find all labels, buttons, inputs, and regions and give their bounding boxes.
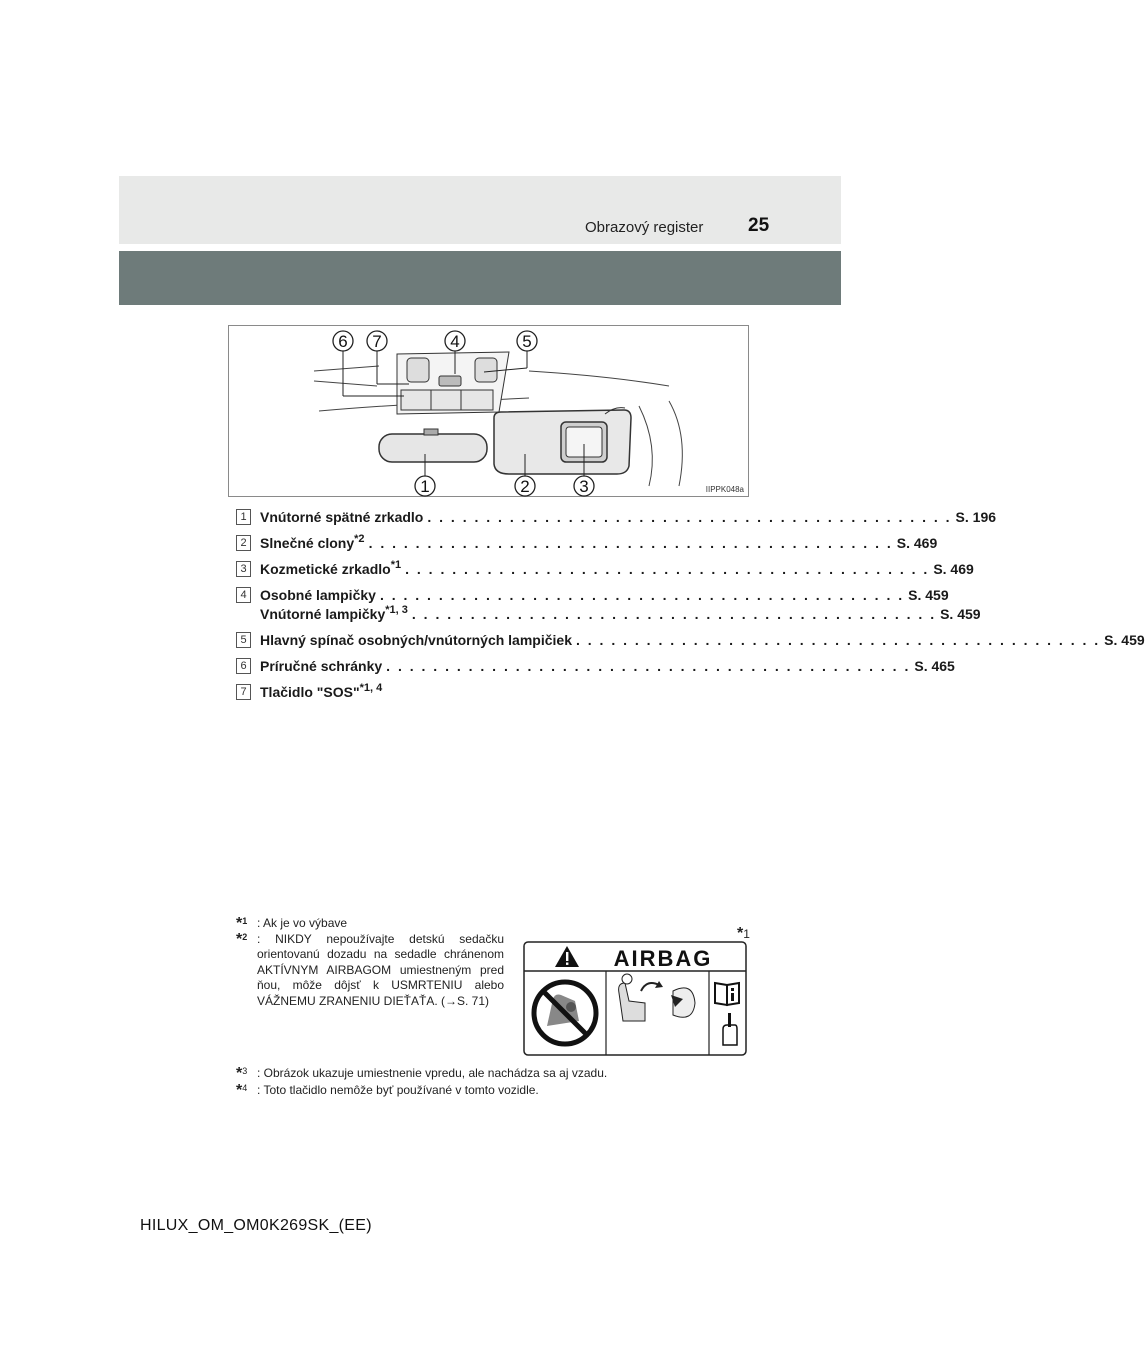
footnote-4: *$^4$ : Toto tlačidlo nemôže byť používané v tomto vozidle. [236,1082,539,1099]
leader-dots: . . . . . . . . . . . . . . . . . . . . . . . . . . . . . . . . . . . . . . . . . . . . . [368,535,893,551]
item-label: Vnútorné spätné zrkadlo [260,509,424,525]
item-number: 6 [236,658,251,674]
list-item [236,533,938,559]
footnote-ref: *1 [390,559,402,571]
image-code: IIPPK048a [705,485,744,494]
item-number: 4 [236,587,251,603]
item-label-secondary: Vnútorné lampičky$^{*1, 3}$ [260,604,408,622]
item-label: Tlačidlo "SOS"$^{*1, 4}$ [260,682,383,700]
footnote-2: *$^2$ : NIKDY nepoužívajte detskú sedačku orientovanú dozadu na sedadle chránenom AKTÍVNYM AIRBAGOM umiestneným pred ňou, môže dôjsť k USMRTENIU alebo VÁŽNEMU ZRANENIU DIEŤAŤA. (→S. 71) [236,930,504,1008]
item-number: 7 [236,684,251,700]
leader-dots: . . . . . . . . . . . . . . . . . . . . . . . . . . . . . . . . . . . . . . . . . . . . . [411,606,937,622]
list-item [236,585,981,630]
callout-1: 1 [420,477,430,496]
callout-4: 4 [450,332,460,351]
page-reference[interactable]: S. 465 [914,658,955,674]
list-item [236,630,1145,656]
document-code: HILUX_OM_OM0K269SK_(EE) [140,1217,372,1234]
airbag-warning-label [523,941,747,1056]
footnote-ref: *2 [354,533,365,545]
item-label: Kozmetické zrkadlo$^{*1}$ [260,559,402,577]
section-bar [119,251,841,305]
list-item [236,682,722,708]
callout-2: 2 [520,477,530,496]
callout-5: 5 [522,332,532,351]
airbag-footnote-ref: *1 [737,925,750,942]
interior-illustration [228,325,749,497]
overhead-console-drawing [229,326,748,496]
page-reference[interactable]: S. 459 [908,587,949,603]
leader-dots: . . . . . . . . . . . . . . . . . . . . . . . . . . . . . . . . . . . . . . . . . . . . . [575,632,1101,648]
item-label: Osobné lampičky [260,587,376,603]
airbag-warning-graphic [523,941,747,1056]
item-number: 1 [236,509,251,525]
leader-dots: . . . . . . . . . . . . . . . . . . . . . . . . . . . . . . . . . . . . . . . . . . . . . [379,587,905,603]
footnotes-block [236,916,504,1009]
footnote-ref: *1, 3 [385,604,408,616]
callout-7: 7 [372,332,382,351]
header-band [119,176,841,244]
leader-dots: . . . . . . . . . . . . . . . . . . . . . . . . . . . . . . . . . . . . . . . . . . . . . [405,561,930,577]
no-rear-facing-seat-icon [534,982,596,1044]
list-item [236,656,955,682]
page-title: Obrazový register [585,219,704,236]
page-number: 25 [748,215,770,236]
footnote-ref: *1, 4 [359,682,383,694]
page-reference[interactable]: S. 469 [896,535,938,551]
item-label: Príručné schránky [260,658,383,674]
item-number: 3 [236,561,251,577]
callout-6: 6 [338,332,348,351]
list-item [236,507,997,533]
item-label: Slnečné clony$^{*2}$ [260,533,365,551]
page-reference[interactable]: S. 196 [955,509,997,525]
leader-dots: . . . . . . . . . . . . . . . . . . . . . . . . . . . . . . . . . . . . . . . . . . . . . [427,509,952,525]
page-reference[interactable]: S. 469 [933,561,974,577]
footnote-3: *$^3$ : Obrázok ukazuje umiestnenie vpredu, ale nachádza sa aj vzadu. [236,1065,608,1082]
footnote-1: *$^1$ : Ak je vo výbave [236,915,348,932]
item-list [236,507,1145,708]
page-reference[interactable]: S. 459 [1104,632,1145,648]
item-number: 5 [236,632,251,648]
item-label: Hlavný spínač osobných/vnútorných lampičiek [260,632,572,648]
leader-dots: . . . . . . . . . . . . . . . . . . . . . . . . . . . . . . . . . . . . . . . . . . . . . [386,658,911,674]
airbag-title: AIRBAG [613,946,713,971]
item-number: 2 [236,535,251,551]
page-reference[interactable]: S. 459 [940,606,981,622]
list-item [236,559,974,585]
callout-3: 3 [579,477,589,496]
